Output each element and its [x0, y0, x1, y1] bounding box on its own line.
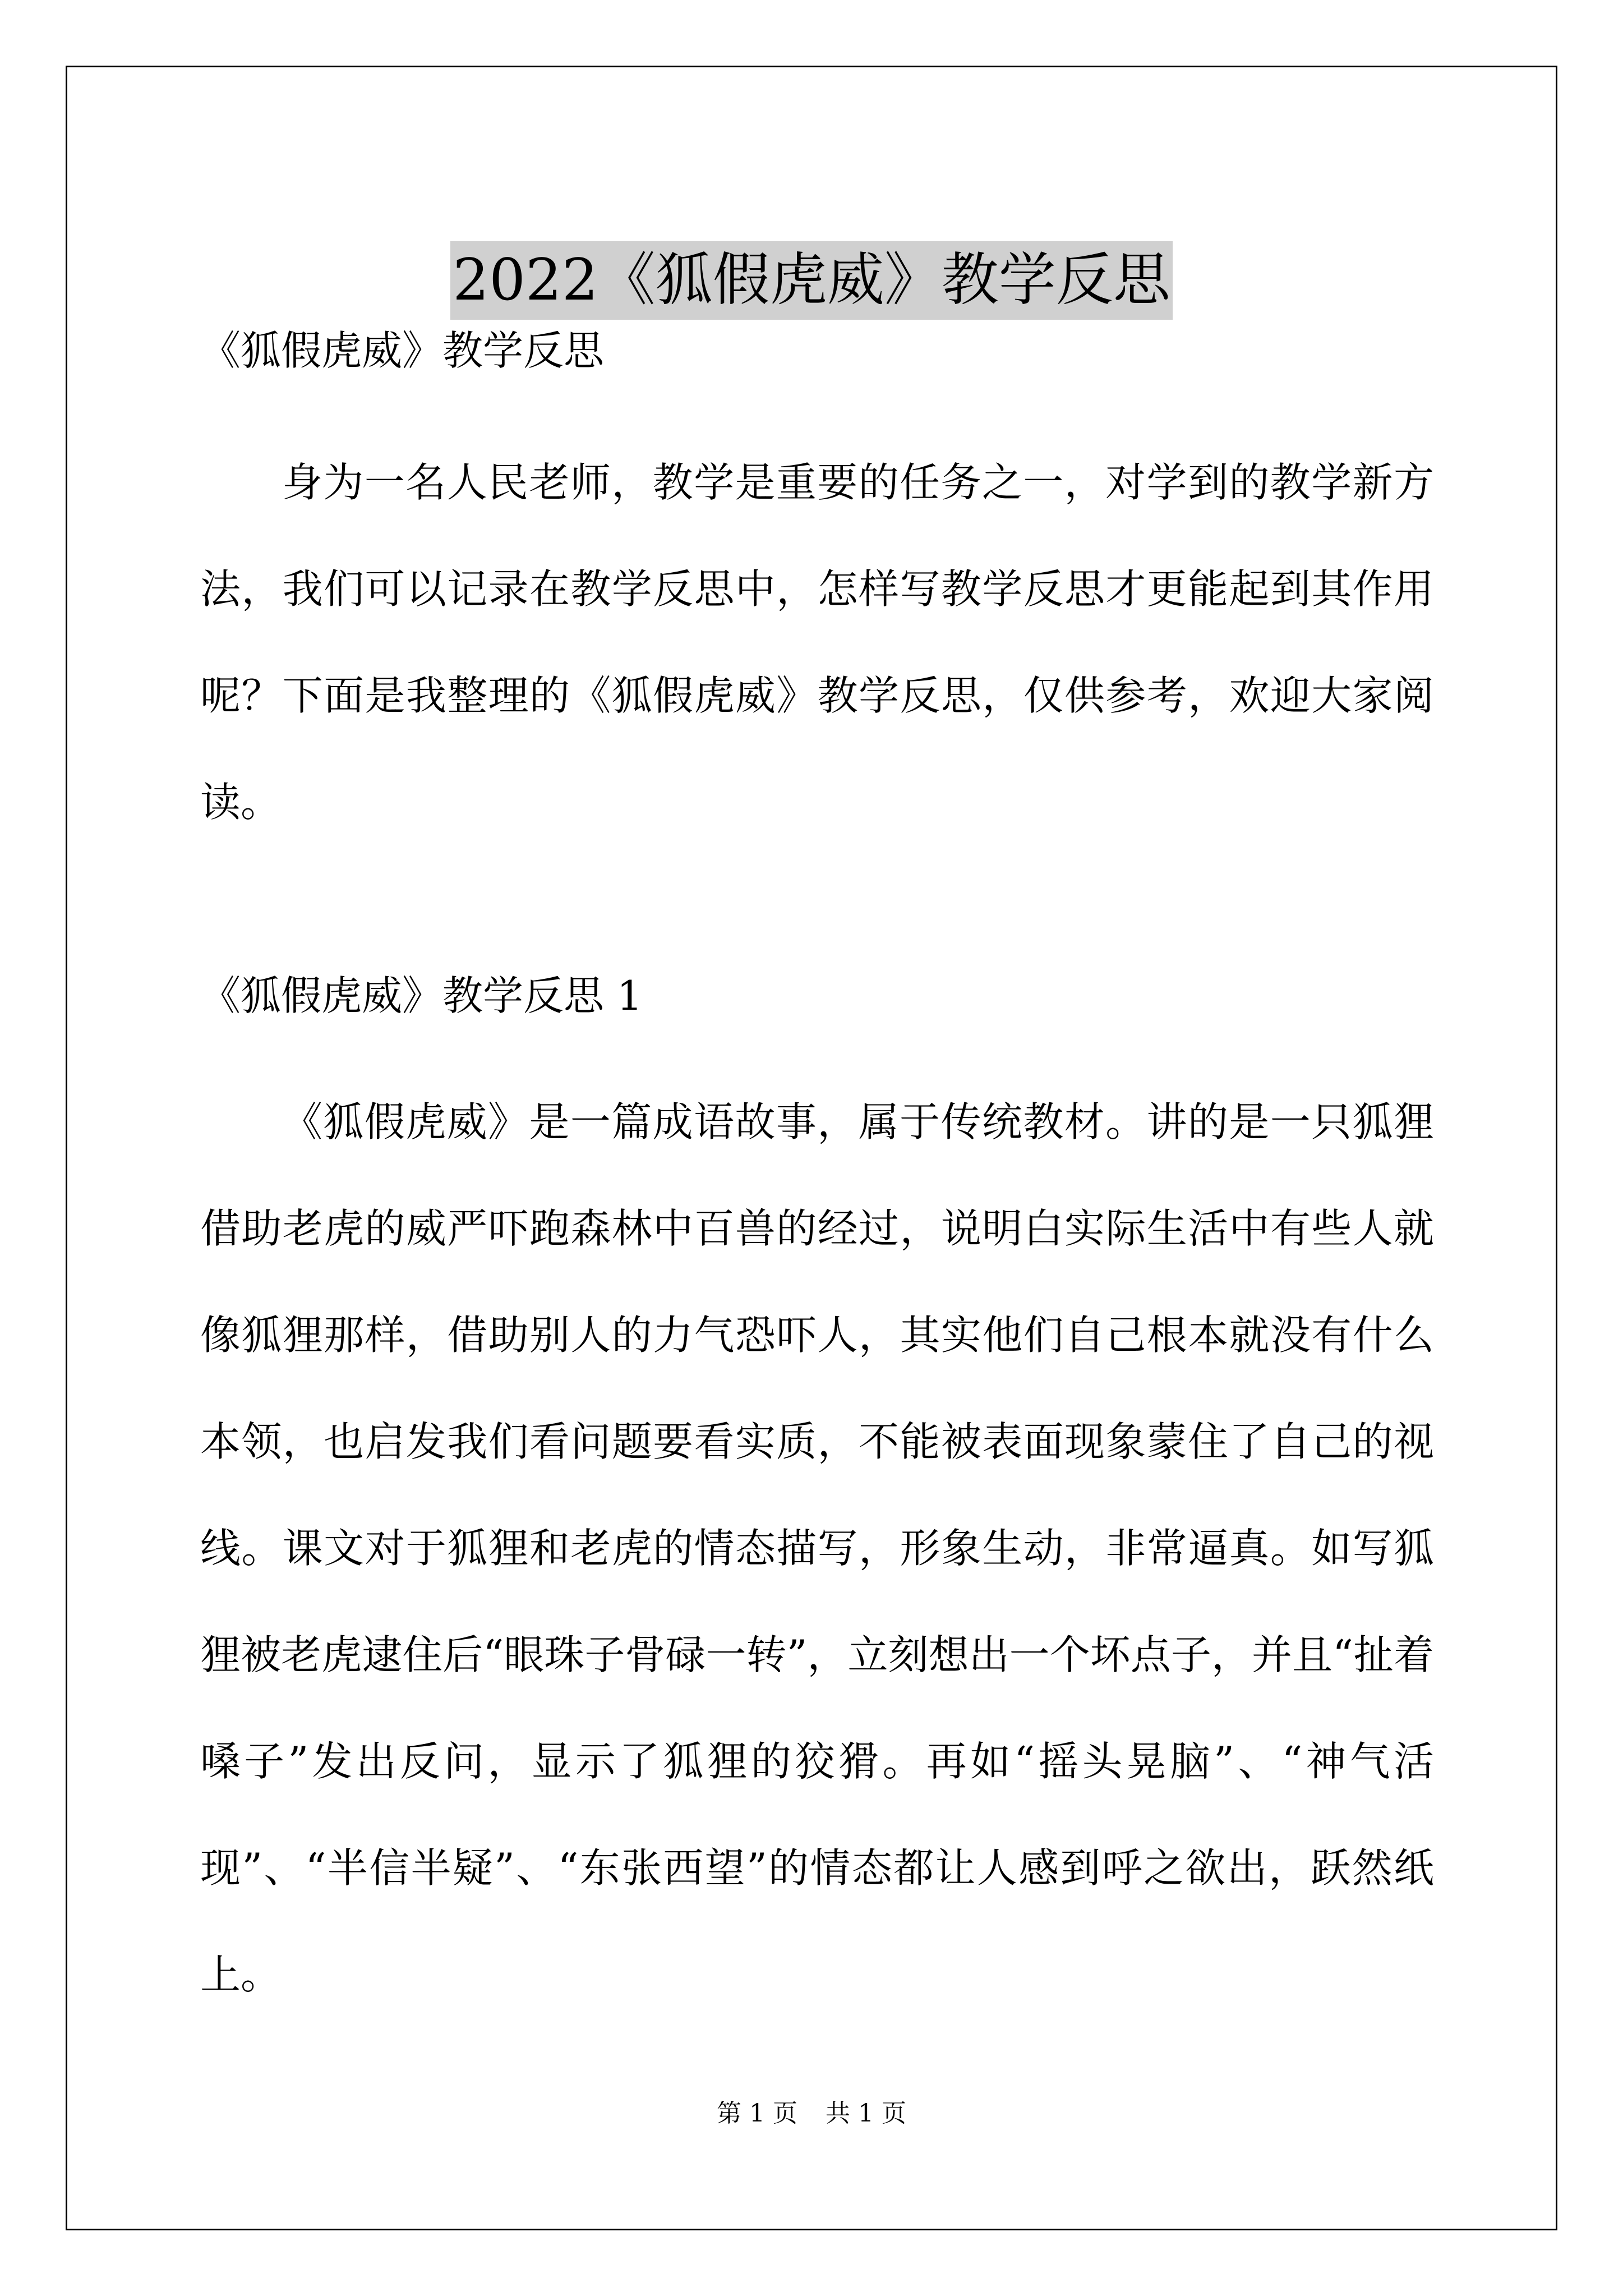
subheading: 《狐假虎威》教学反思 — [200, 327, 605, 374]
document-title: 2022《狐假虎威》教学反思 — [450, 241, 1173, 320]
document-body — [200, 323, 1434, 2028]
page-number: 第 1 页 — [717, 2099, 797, 2128]
spacer — [200, 379, 1434, 429]
page-footer — [0, 2097, 1623, 2131]
page-total: 共 1 页 — [826, 2099, 906, 2128]
spacer — [200, 855, 1434, 968]
spacer — [200, 1024, 1434, 1069]
section-heading: 《狐假虎威》教学反思 1 — [200, 972, 643, 1019]
intro-paragraph: 身为一名人民老师，教学是重要的任务之一，对学到的教学新方法，我们可以记录在教学反思中，怎样写教学反思才更能起到其作用呢？下面是我整理的《狐假虎威》教学反思，仅供参考，欢迎大家阅读。 — [200, 459, 1434, 826]
body-paragraph: 《狐假虎威》是一篇成语故事，属于传统教材。讲的是一只狐狸借助老虎的威严吓跑森林中百兽的经过，说明白实际生活中有些人就像狐狸那样，借助别人的力气恐吓人，其实他们自己根本就没有什么本领，也启发我们看问题要看实质，不能被表面现象蒙住了自己的视线。课文对于狐狸和老虎的情态描写，形象生动，非常逼真。如写狐狸被老虎逮住后“眼珠子骨碌一转”，立刻想出一个坏点子，并且“扯着嗓子”发出反问，显示了狐狸的狡猾。再如“摇头晃脑”、“神气活现”、“半信半疑”、“东张西望”的情态都让人感到呼之欲出，跃然纸上。 — [200, 1098, 1434, 1998]
